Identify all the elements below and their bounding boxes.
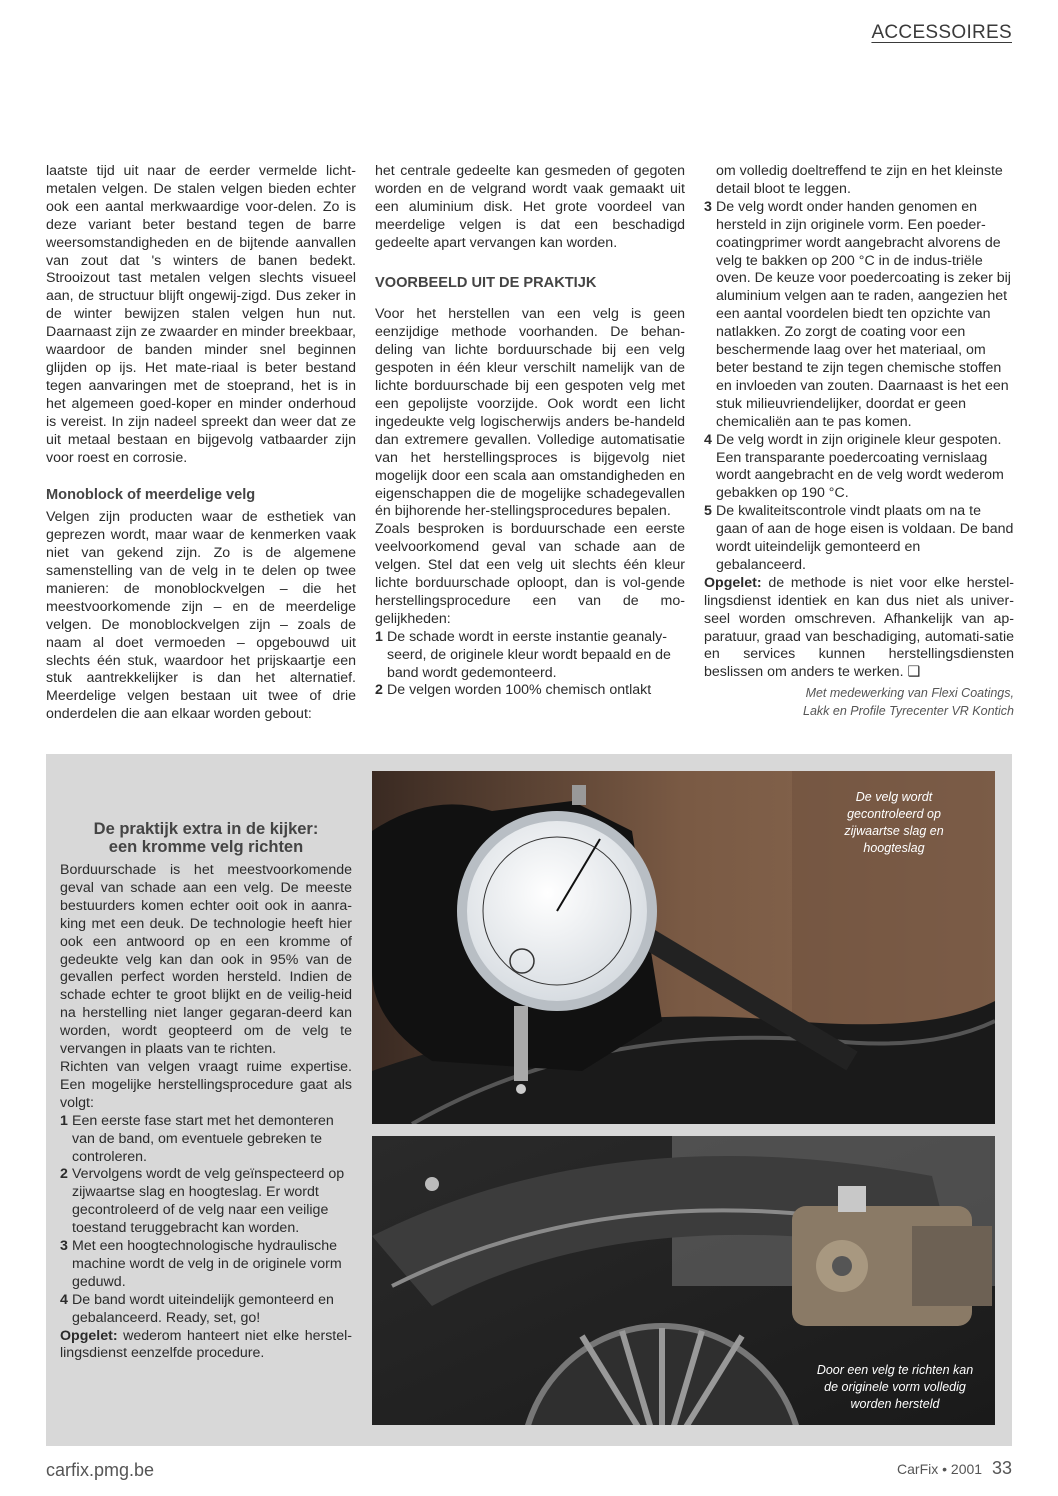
section-label: ACCESSOIRES [871, 22, 1012, 43]
sidebar-text [60, 820, 352, 1363]
note-paragraph: Opgelet: de methode is niet voor elke herstel-lingsdienst identiek en kan dus niet als univer-seel worden omschreven. Afhankelijk van ap-paratuur, graad van beschadiging, automati-satie en services kunnen herstellingsdiensten beslissen om anders te werken. ❑ [704, 574, 1014, 681]
paragraph: Zoals besproken is borduurschade een eerste veelvoorkomend geval van schade aan de velgen. Stel dat een velg uit slechts één kleur lichte borduurschade oploopt, dan is vol-gende herstellingsprocedure een van de mo-gelijkheden: [375, 521, 685, 627]
paragraph: Borduurschade is het meestvoorkomende geval van schade aan een velg. De meeste bestuurders komen echter ooit ook in aanra-king met een deuk. De technologie heeft hier ook een antwoord op en een kromme of gedeukte velg kan dan ook in 95% van de gevallen perfect worden hersteld. Indien de schade echter te groot blijkt en de veilig-heid na herstelling niet langer gegaran-deerd kan worden, wordt geopteerd om de velg te vervangen in plaats van te richten. [60, 862, 352, 1058]
footer-website: carfix.pmg.be [46, 1460, 155, 1480]
paragraph: Voor het herstellen van een velg is geen eenzijdige methode voorhanden. De behan-deling van lichte borduurschade bij een velg gespoten in één kleur verschilt namelijk van de lichte borduurschade bij een gespoten velg met een gepolijste voorzijde. Ook wordt een licht ingedeukte velg logischerwijs anders be-handeld dan extremere gevallen. Volledige automatisatie van het herstellingsproces is bijgevolg niet mogelijk door een scala aan omstandigheden en eigenschappen die de mogelijke schadegevallen én bijhorende her-stellingsprocedures bepalen. [375, 306, 685, 520]
list-item: 3 Met een hoogtechnologische hydraulische machine wordt de velg in de originele vorm geduwd. [60, 1238, 342, 1290]
credit: Met medewerking van Flexi Coatings, Lakk en Profile Tyrecenter VR Kontich [803, 686, 1014, 719]
article-column-1 [46, 163, 356, 724]
note-paragraph: Opgelet: wederom hanteert niet elke herstel-lingsdienst eenzelfde procedure. [60, 1327, 352, 1362]
list-item: 2 Vervolgens wordt de velg geïnspecteerd op zijwaartse slag en hoogteslag. Er wordt gecontroleerd of de velg naar een veilige toestand teruggebracht kan worden. [60, 1166, 345, 1237]
photo-dial-gauge [372, 771, 995, 1124]
photo-rim-machine [372, 1136, 995, 1425]
list-item: 3 De velg wordt onder handen genomen en hersteld in zijn originele vorm. Een poeder-coatingprimer wordt aangebracht alvorens de velg te bakken op 200 °C in de indus-triële oven. De keuze voor poedercoating is zeker bij aluminium velgen aan te raden, aangezien het een aantal voordelen biedt ten opzichte van natlakken. Zo zorgt de coating voor een beschermende laag over het materiaal, om beter bestand te zijn tegen chemische stoffen en invloeden van zouten. Daarnaast is het een stuk milieuvriendelijker, doordat er geen chemicaliën aan te pas komen. [704, 198, 1011, 430]
photo-caption: Door een velg te richten kan de originele vorm volledig worden hersteld [816, 1363, 974, 1411]
article-column-3 [704, 163, 1014, 720]
list-item: 2 De velgen worden 100% chemisch ontlakt [375, 682, 652, 699]
note-label: Opgelet: [704, 574, 762, 591]
page-number: 33 [991, 1458, 1012, 1478]
article-column-2 [375, 163, 685, 700]
paragraph: Velgen zijn producten waar de esthetiek van geprezen wordt, maar waar de kenmerken vaak niet van gekend zijn. Zo is de algemene samenstelling van de velg in te delen op twee manieren: de monoblockvelgen – die het meestvoorkomende zijn – en de meerdelige velgen. De monoblockvelgen zijn – zoals de naam al doet vermoeden – opgebouwd uit slechts één stuk, waardoor het prijskaartje een stuk aantrekkelijker is dan het alternatief. Meerdelige velgen bestaan uit twee of drie onderdelen die aan elkaar worden gebout: [46, 509, 356, 723]
photo-caption: De velg wordt gecontroleerd op zijwaartse slag en hoogteslag [844, 790, 944, 855]
paragraph: om volledig doeltreffend te zijn en het kleinste detail bloot te leggen. [716, 163, 1003, 197]
list-item: 5 De kwaliteitscontrole vindt plaats om na te gaan of aan de hoge eisen is voldaan. De band wordt uiteindelijk gemonteerd en gebalanceerd. [704, 503, 1014, 573]
paragraph: Richten van velgen vraagt ruime expertise. Een mogelijke herstellingsprocedure gaat als volgt: [60, 1058, 352, 1111]
note-label: Opgelet: [60, 1327, 118, 1344]
procedure-list [60, 1113, 352, 1328]
list-item: 4 De band wordt uiteindelijk gemonteerd en gebalanceerd. Ready, set, go! [60, 1291, 334, 1326]
subheading: VOORBEELD UIT DE PRAKTIJK [375, 274, 597, 291]
procedure-list [375, 629, 685, 701]
footer-info [897, 1458, 1012, 1479]
list-item: 1 Een eerste fase start met het demonteren van de band, om eventuele gebreken te controleren. [60, 1112, 334, 1165]
magazine-issue: CarFix • 2001 [897, 1461, 983, 1477]
list-item: 4 De velg wordt in zijn originele kleur gespoten. Een transparante poedercoating vernislaag wordt aangebracht en de velg wordt wederom gebakken op 190 °C. [704, 431, 1004, 502]
paragraph: het centrale gedeelte kan gesmeden of gegoten worden en de velgrand wordt vaak gemaakt uit een aluminium disk. Het grote voordeel van meerdelige velgen is dat een beschadigd gedeelte apart vervangen kan worden. [375, 163, 685, 251]
paragraph: laatste tijd uit naar de eerder vermelde licht-metalen velgen. De stalen velgen bieden echter ook een aantal merkwaardige voor-delen. Zo is deze variant beter bestand tegen de barre weersomstandigheden en de bijtende aanvallen van zout dat 's winters de banen bedekt. Strooizout tast metalen velgen slechts visueel aan, de structuur blijft ongewij-zigd. Dus zeker in de winter bewijzen stalen velgen hun nut. Daarnaast zijn ze zwaarder en minder breekbaar, waardoor de banden minder snel beginnen glijden op ijs. Het mate-riaal is beter bestand tegen aanvaringen met de stoeprand, het is in het algemeen goed-koper en minder onderhoud is vereist. In zijn nadeel spreekt dan weer dat ze uit metaal bestaan en bijgevolg vatbaarder zijn voor roest en corrosie. [46, 163, 356, 466]
subheading: Monoblock of meerdelige velg [46, 487, 256, 504]
procedure-list [704, 199, 1014, 575]
list-item: 1 De schade wordt in eerste instantie geanaly-seerd, de originele kleur wordt bepaald en de band wordt gedemonteerd. [375, 628, 671, 681]
sidebar-title: De praktijk extra in de kijker: een kromme velg richten [93, 820, 319, 856]
